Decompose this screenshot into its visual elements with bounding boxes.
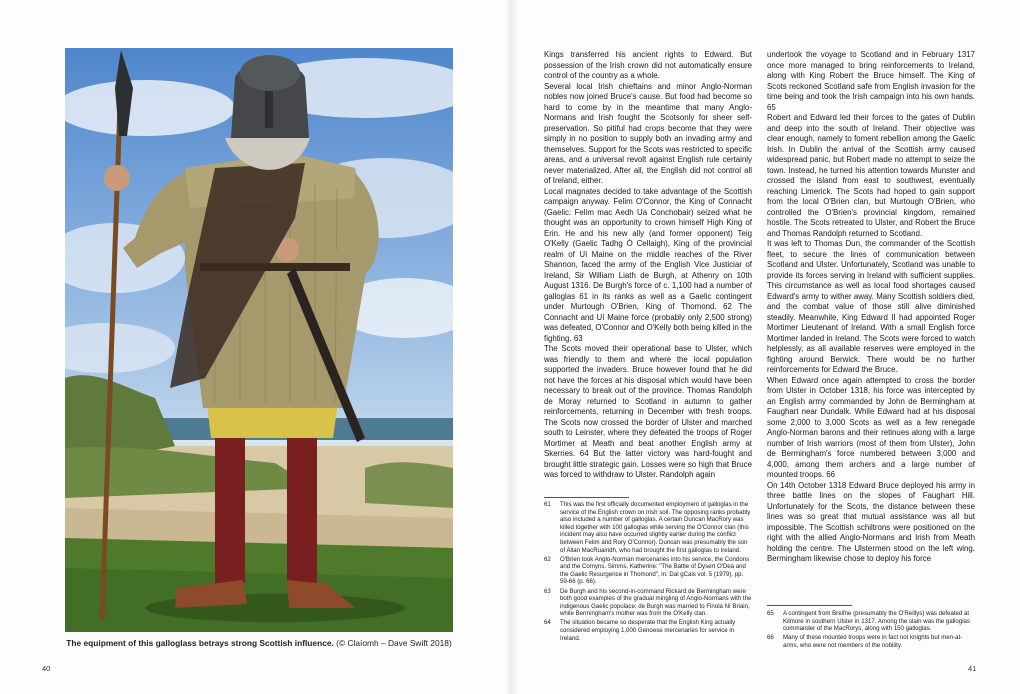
footnote-text: The situation became so desperate that the English King actually considered employing 1,000 Genoese mercenaries for service in Ireland. bbox=[560, 619, 736, 642]
page-number-left: 40 bbox=[42, 664, 51, 673]
footnote-number: 65 bbox=[767, 610, 774, 617]
footnote-number: 64 bbox=[544, 619, 551, 627]
caption-text: The equipment of this galloglass betrays strong Scottish influence. bbox=[66, 638, 334, 648]
footnote bbox=[767, 610, 975, 633]
paragraph: undertook the voyage to Scotland and in February 1317 once more managed to bring reinforcements to Ireland, along with King Robert the Bruce himself. The King of Scots reckoned Scotland safe from English invasion for the time being and took the Irish campaign into his own hands. 65 bbox=[767, 50, 975, 112]
footnote-number: 66 bbox=[767, 634, 774, 642]
footnote-rule bbox=[767, 605, 852, 606]
footnote-rule bbox=[544, 497, 629, 498]
page-gutter bbox=[505, 0, 519, 694]
paragraph: Several local Irish chieftains and minor Anglo-Norman nobles now joined Bruce's cause. But food had become so hard to come by in the meantime that many Anglo-Normans and Irish fought the Scotsonly for sheer self-preservation. So pitiful had crops become that they were simply in no position to supply both an invading army and themselves. Support for the Scots was restricted to specific areas, and a universal revolt against English rule certainly never materialized. After all, the English did not control all of Ireland, either. bbox=[544, 81, 752, 185]
footnote bbox=[544, 556, 752, 586]
text-column-1 bbox=[544, 50, 752, 481]
figure-caption bbox=[65, 638, 453, 648]
footnote-text: O'Brien took Anglo-Norman mercenaries into his service, the Condons and the Comyns. Simms, Katherine: "The Battle of Dysert O'Dea and the Gaelic Resurgence in Thomond", in: Dal gCais vol. 5 (1979), pp. 59-66 (p. 66). bbox=[560, 555, 750, 586]
caption-credit: (© Claíomh – Dave Swift 2018) bbox=[336, 638, 452, 648]
paragraph: It was left to Thomas Dun, the commander of the Scottish fleet, to secure the lines of communication between Scotland and Ulster. Unfortunately, Scotland was unable to provide its forces serving in Ireland with sufficient supplies. This circumstance as well as local food shortages caused Edward's army to wither away. Many Scottish soldiers died, and the combat value of those still alive diminished steadily. Meanwhile, King Edward II had appointed Roger Mortimer Lieutenant of Ireland. With a small English force Mortimer landed in Ireland. The Scots were forced to watch helplessly, as all available reserves were employed in the fighting around Berwick. There would be no further reinforcements for Edward the Bruce. bbox=[767, 239, 975, 374]
footnote-text: De Burgh and his second-in-command Rickard de Bermingham were both good examples of the gradual mingling of Anglo-Normans with the indigenous Gaelic populace: de Burgh was married to Finola Ní Briain, while Bermingham's mother was from the O'Kelly clan. bbox=[560, 587, 752, 618]
footnote-number: 63 bbox=[544, 587, 551, 595]
footnote-number: 61 bbox=[544, 501, 551, 508]
text-column-2 bbox=[767, 50, 975, 565]
page-number-right: 41 bbox=[968, 664, 977, 673]
footnote bbox=[767, 634, 975, 649]
footnote bbox=[544, 619, 752, 642]
paragraph: Robert and Edward led their forces to the gates of Dublin and deep into the south of Ireland. Their objective was clear enough, namely to foment rebellion among the Gaelic Irish. In Dublin the arrival of the Scottish army caused widespread panic, but Robert made no attempt to seize the town. Instead, he turned his attention towards Munster and crossed the island from east to southwest, eventually reaching Limerick. The Scots had hoped to gain support from the local O'Brien clan, but Murtough O'Brien, who controlled the O'Brien's provincial kingdom, remained hostile. The Scots retreated to Ulster, and Robert the Bruce and Thomas Randolph returned to Scotland. bbox=[767, 113, 975, 238]
footnote-number: 62 bbox=[544, 555, 551, 563]
footnotes-column-1 bbox=[544, 501, 752, 644]
paragraph: On 14th October 1318 Edward Bruce deployed his army in three battle lines on the slopes of Faughart Hill. Unfortunately for the Scots, the distance between these lines was so great that mutual assistance was all but impossible. The Scottish schiltrons were positioned on the right with the allied Anglo-Normans and Irish from Meath holding the centre. The Ulstermen stood on the left wing. Bermingham likewise chose to deploy his force bbox=[767, 480, 975, 563]
footnote-text: This was the first officially documented employment of galloglas in the service of the English crown on Irish soil. The opposing ranks probably also included a number of galloglas. A certain Duncan MacRory was killed together with 100 galloglas while serving the O'Connor clan (this incident may also have occurred slightly earlier during the conflict between Felim and Rory O'Connor). Duncan was presumably the son of Allan MacRuairidh, who had brought the first galloglas to Ireland. bbox=[560, 501, 751, 554]
paragraph: Kings transferred his ancient rights to Edward. But possession of the Irish crown did not automatically ensure control of the country as a whole. bbox=[544, 50, 752, 80]
paragraph: Local magnates decided to take advantage of the Scottish campaign anyway. Felim O'Connor, the King of Connacht (Gaelic: Felim mac Aedh Ua Conchobair) seized what he thought was an opportunity to crown himself High King of Erin. He and his new ally (and former opponent) Teig O'Kelly (Gaelic Tadhg Ó Cellaigh), King of the provincial realm of Uí Maine on the middle reaches of the River Shannon, faced the army of the English Vice Justiciar of Ireland, Sir William Liath de Burgh, at Athenry on 10th August 1316. De Burgh's force of c. 1,100 had a number of galloglas 61 in its ranks as well as a Gaelic contingent under Murtough O'Brien, King of Thomond. 62 The Connacht and Uí Maine force (probably only 2,500 strong) was defeated, O'Connor and O'Kelly both being killed in the fighting. 63 bbox=[544, 186, 752, 343]
footnotes-column-2 bbox=[767, 610, 975, 651]
paragraph: When Edward once again attempted to cross the border from Ulster in October 1318, his force was intercepted by an English army commanded by John de Bermingham at Faughart near Dundalk. While Edward had at his disposal some 2,000 to 3,000 Scots as well as a few renegade Anglo-Norman barons and their retinues along with a large number of Irish warriors (most of them from Ulster), John de Bermingham's force numbered between 3,000 and 4,000, among them archers and a large number of mounted troops. 66 bbox=[767, 375, 975, 479]
footnote bbox=[544, 501, 752, 554]
footnote-text: Many of these mounted troops were in fact not knights but men-at-arms, who were not members of the nobility. bbox=[783, 634, 963, 649]
footnote-text: A contingent from Breifne (presumably the O'Reillys) was defeated at Kilmore in southern Ulster in 1317. Among the slain was the galloglas commander of the MacRorys, along with 150 galloglas. bbox=[783, 610, 970, 633]
galloglass-photo-illustration bbox=[65, 48, 453, 632]
paragraph: The Scots moved their operational base to Ulster, which was friendly to them and where the local population supported the invaders. Bruce however found that he did not have the forces at his disposal which would have been necessary to break out of the province. Thomas Randolph de Moray returned to Scotland in autumn to gather reinforcements, returning in December with fresh troops. The Scots now crossed the border of Ulster and marched south to Leinster, where they defeated the troops of Roger Mortimer at Meath and beat another English army at Skerries. 64 But the latter victory was hard-fought and brought little strategic gain. Losses were so high that Bruce was forced to withdraw to Ulster. Randolph again bbox=[544, 344, 752, 479]
galloglass-photo bbox=[65, 48, 453, 632]
footnote bbox=[544, 588, 752, 618]
